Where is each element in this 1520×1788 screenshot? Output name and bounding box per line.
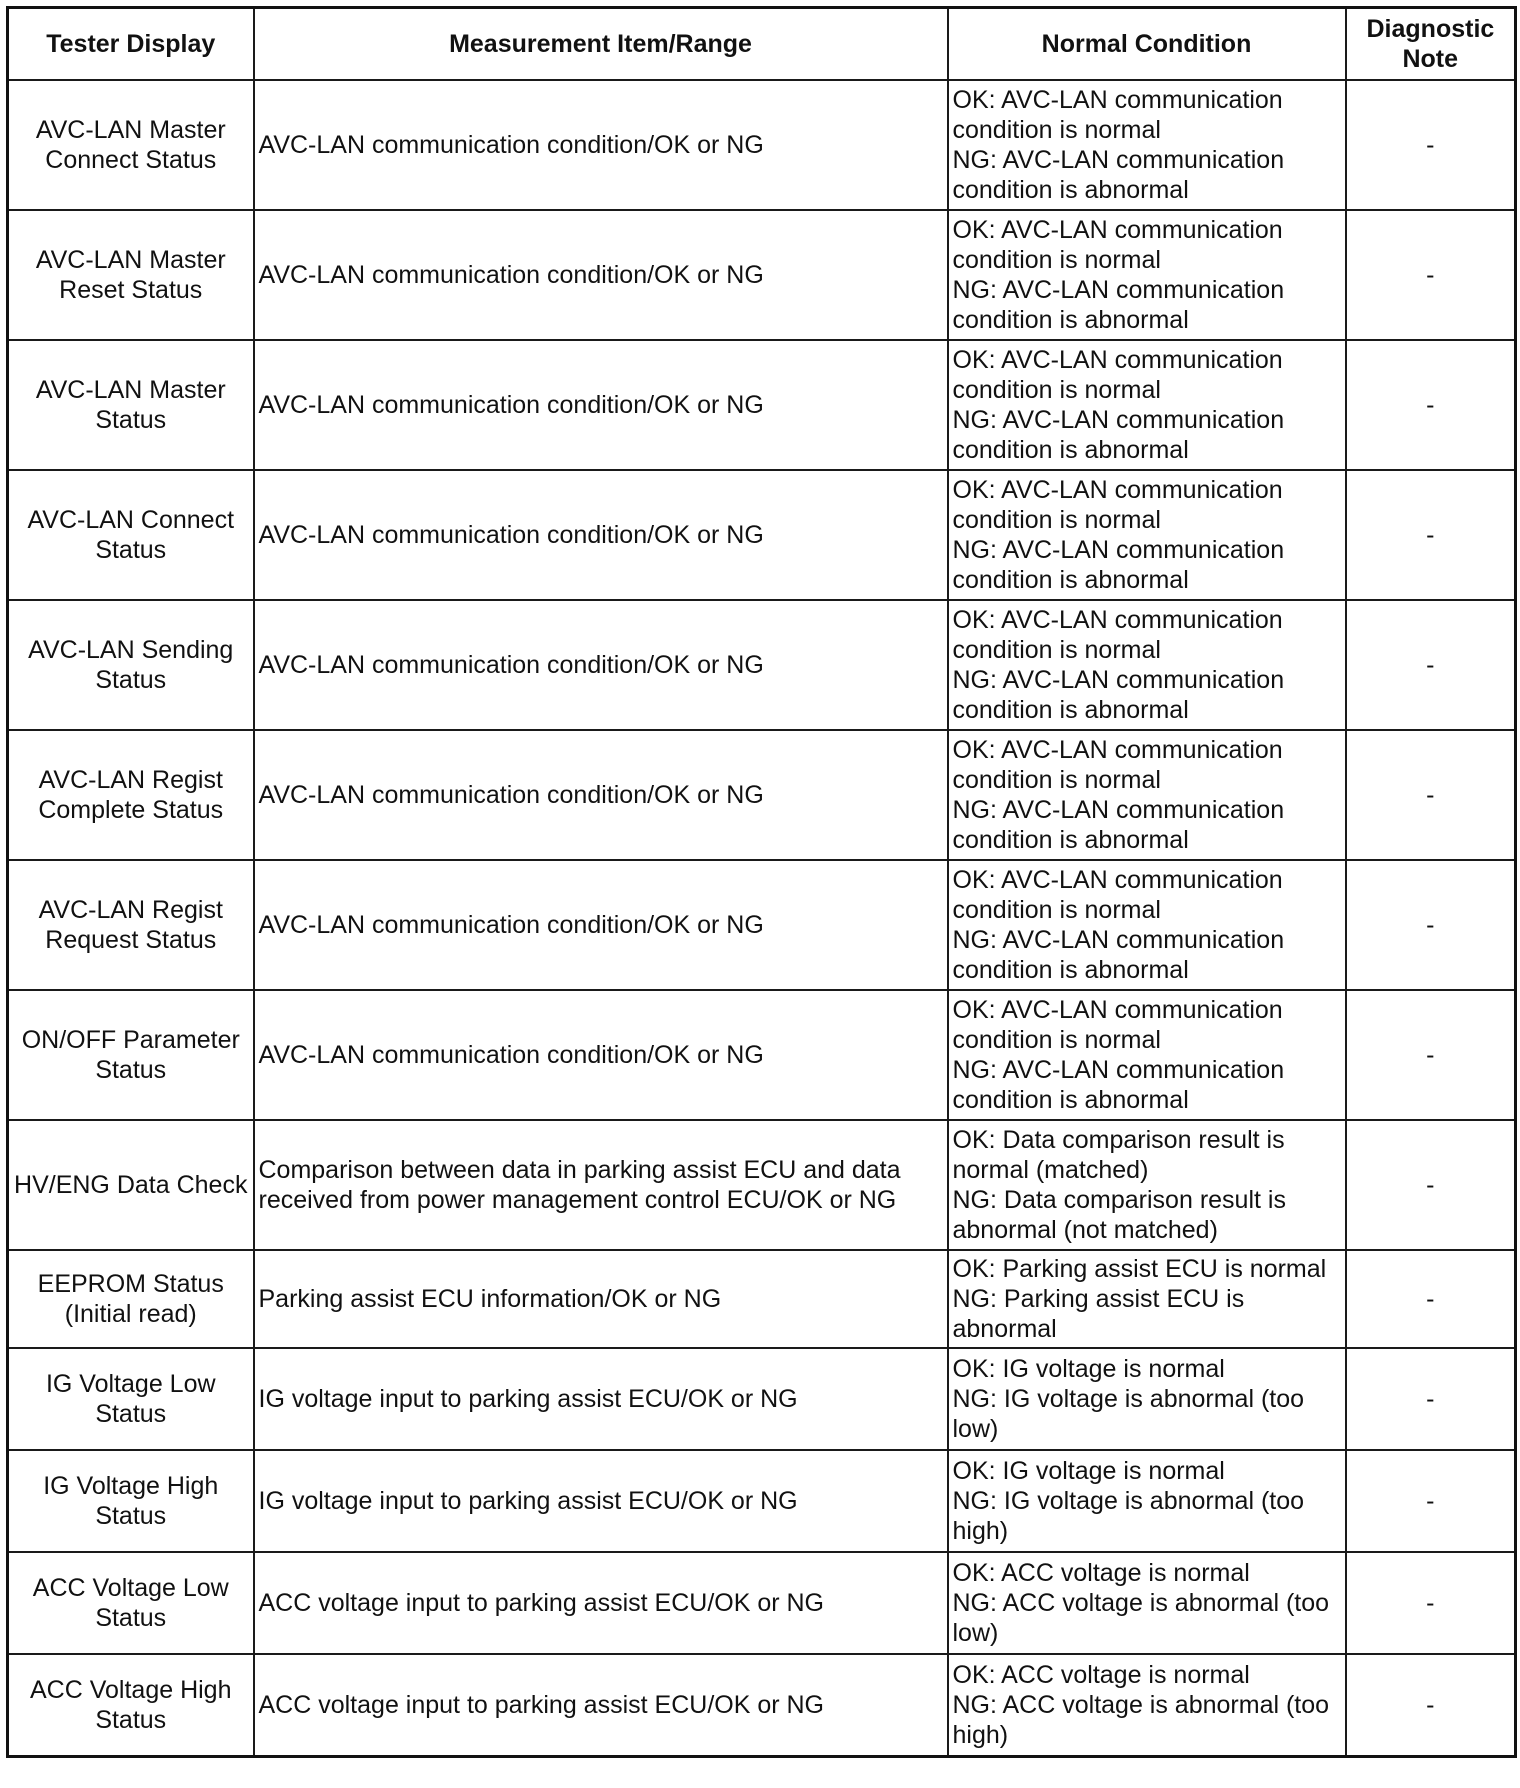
normal-condition-cell (948, 210, 1346, 340)
measurement-item-cell: IG voltage input to parking assist ECU/OK or NG (254, 1450, 948, 1552)
table-row (8, 600, 1516, 730)
table-row (8, 470, 1516, 600)
normal-condition-cell (948, 340, 1346, 470)
tester-display-cell: ACC Voltage High Status (8, 1654, 254, 1757)
header-diagnostic-note: Diagnostic Note (1346, 8, 1516, 81)
diagnostic-note-cell: - (1346, 80, 1516, 210)
tester-display-cell: HV/ENG Data Check (8, 1120, 254, 1250)
ng-condition-text: NG: AVC-LAN communication condition is abnormal (952, 796, 1285, 854)
measurement-item-cell: IG voltage input to parking assist ECU/OK or NG (254, 1348, 948, 1450)
diagnostic-note-cell: - (1346, 1250, 1516, 1348)
ng-condition-text: NG: AVC-LAN communication condition is abnormal (952, 406, 1285, 464)
header-row (8, 8, 1516, 81)
normal-condition-cell (948, 1450, 1346, 1552)
tester-display-cell: AVC-LAN Master Reset Status (8, 210, 254, 340)
table-row (8, 990, 1516, 1120)
tester-display-cell: AVC-LAN Master Connect Status (8, 80, 254, 210)
diagnostic-note-cell: - (1346, 1654, 1516, 1757)
ng-condition-text: NG: Data comparison result is abnormal (not matched) (952, 1186, 1286, 1244)
tester-display-cell: ON/OFF Parameter Status (8, 990, 254, 1120)
normal-condition-cell (948, 600, 1346, 730)
normal-condition-cell (948, 1654, 1346, 1757)
measurement-item-cell: AVC-LAN communication condition/OK or NG (254, 730, 948, 860)
ng-condition-text: NG: IG voltage is abnormal (too high) (952, 1487, 1305, 1545)
measurement-item-cell: AVC-LAN communication condition/OK or NG (254, 990, 948, 1120)
table-row (8, 1348, 1516, 1450)
diagnostic-note-cell: - (1346, 730, 1516, 860)
header-measurement-item: Measurement Item/Range (254, 8, 948, 81)
normal-condition-cell (948, 1552, 1346, 1654)
tester-display-cell: EEPROM Status (Initial read) (8, 1250, 254, 1348)
header-normal-condition: Normal Condition (948, 8, 1346, 81)
measurement-item-cell: ACC voltage input to parking assist ECU/OK or NG (254, 1552, 948, 1654)
ng-condition-text: NG: AVC-LAN communication condition is abnormal (952, 1056, 1285, 1114)
table-row (8, 340, 1516, 470)
data-list-table (6, 6, 1517, 1758)
ng-condition-text: NG: AVC-LAN communication condition is abnormal (952, 666, 1285, 724)
measurement-item-cell: AVC-LAN communication condition/OK or NG (254, 340, 948, 470)
normal-condition-cell (948, 990, 1346, 1120)
ok-condition-text: OK: Parking assist ECU is normal (952, 1255, 1327, 1283)
normal-condition-cell (948, 1250, 1346, 1348)
ok-condition-text: OK: IG voltage is normal (952, 1355, 1225, 1383)
table-row (8, 1552, 1516, 1654)
diagnostic-note-cell: - (1346, 860, 1516, 990)
tester-display-cell: IG Voltage High Status (8, 1450, 254, 1552)
measurement-item-cell: Parking assist ECU information/OK or NG (254, 1250, 948, 1348)
ng-condition-text: NG: ACC voltage is abnormal (too low) (952, 1589, 1330, 1647)
diagnostic-note-cell: - (1346, 1348, 1516, 1450)
tester-display-cell: AVC-LAN Regist Request Status (8, 860, 254, 990)
ng-condition-text: NG: ACC voltage is abnormal (too high) (952, 1691, 1330, 1749)
tester-display-cell: AVC-LAN Connect Status (8, 470, 254, 600)
table-row (8, 1654, 1516, 1757)
ok-condition-text: OK: AVC-LAN communication condition is normal (952, 86, 1283, 144)
tester-display-cell: AVC-LAN Regist Complete Status (8, 730, 254, 860)
ng-condition-text: NG: AVC-LAN communication condition is abnormal (952, 926, 1285, 984)
ng-condition-text: NG: AVC-LAN communication condition is abnormal (952, 146, 1285, 204)
ok-condition-text: OK: ACC voltage is normal (952, 1559, 1250, 1587)
ok-condition-text: OK: AVC-LAN communication condition is normal (952, 216, 1283, 274)
ok-condition-text: OK: IG voltage is normal (952, 1457, 1225, 1485)
diagnostic-note-cell: - (1346, 470, 1516, 600)
diagnostic-note-cell: - (1346, 1552, 1516, 1654)
measurement-item-cell: AVC-LAN communication condition/OK or NG (254, 860, 948, 990)
diagnostic-note-cell: - (1346, 600, 1516, 730)
measurement-item-cell: AVC-LAN communication condition/OK or NG (254, 210, 948, 340)
ok-condition-text: OK: AVC-LAN communication condition is normal (952, 866, 1283, 924)
normal-condition-cell (948, 1348, 1346, 1450)
ng-condition-text: NG: AVC-LAN communication condition is abnormal (952, 536, 1285, 594)
ng-condition-text: NG: Parking assist ECU is abnormal (952, 1285, 1245, 1343)
ok-condition-text: OK: AVC-LAN communication condition is normal (952, 346, 1283, 404)
normal-condition-cell (948, 470, 1346, 600)
table-row (8, 730, 1516, 860)
ok-condition-text: OK: AVC-LAN communication condition is normal (952, 476, 1283, 534)
normal-condition-cell (948, 730, 1346, 860)
normal-condition-cell (948, 1120, 1346, 1250)
ok-condition-text: OK: ACC voltage is normal (952, 1661, 1250, 1689)
diagnostic-note-cell: - (1346, 990, 1516, 1120)
diagnostic-note-cell: - (1346, 340, 1516, 470)
tester-display-cell: ACC Voltage Low Status (8, 1552, 254, 1654)
measurement-item-cell: AVC-LAN communication condition/OK or NG (254, 470, 948, 600)
measurement-item-cell: AVC-LAN communication condition/OK or NG (254, 80, 948, 210)
tester-display-cell: IG Voltage Low Status (8, 1348, 254, 1450)
table-row (8, 860, 1516, 990)
table-row (8, 80, 1516, 210)
tester-display-cell: AVC-LAN Master Status (8, 340, 254, 470)
diagnostic-note-cell: - (1346, 1450, 1516, 1552)
ok-condition-text: OK: AVC-LAN communication condition is normal (952, 996, 1283, 1054)
diagnostic-note-cell: - (1346, 210, 1516, 340)
normal-condition-cell (948, 860, 1346, 990)
table-row (8, 1120, 1516, 1250)
table-row (8, 210, 1516, 340)
measurement-item-cell: Comparison between data in parking assist ECU and data received from power management control ECU/OK or NG (254, 1120, 948, 1250)
measurement-item-cell: AVC-LAN communication condition/OK or NG (254, 600, 948, 730)
tester-display-cell: AVC-LAN Sending Status (8, 600, 254, 730)
normal-condition-cell (948, 80, 1346, 210)
diagnostic-note-cell: - (1346, 1120, 1516, 1250)
ok-condition-text: OK: Data comparison result is normal (matched) (952, 1126, 1285, 1184)
table-row (8, 1450, 1516, 1552)
measurement-item-cell: ACC voltage input to parking assist ECU/OK or NG (254, 1654, 948, 1757)
table-row (8, 1250, 1516, 1348)
ok-condition-text: OK: AVC-LAN communication condition is normal (952, 606, 1283, 664)
ok-condition-text: OK: AVC-LAN communication condition is normal (952, 736, 1283, 794)
data-list-table-container (6, 6, 1517, 1758)
ng-condition-text: NG: IG voltage is abnormal (too low) (952, 1385, 1305, 1443)
header-tester-display: Tester Display (8, 8, 254, 81)
ng-condition-text: NG: AVC-LAN communication condition is abnormal (952, 276, 1285, 334)
